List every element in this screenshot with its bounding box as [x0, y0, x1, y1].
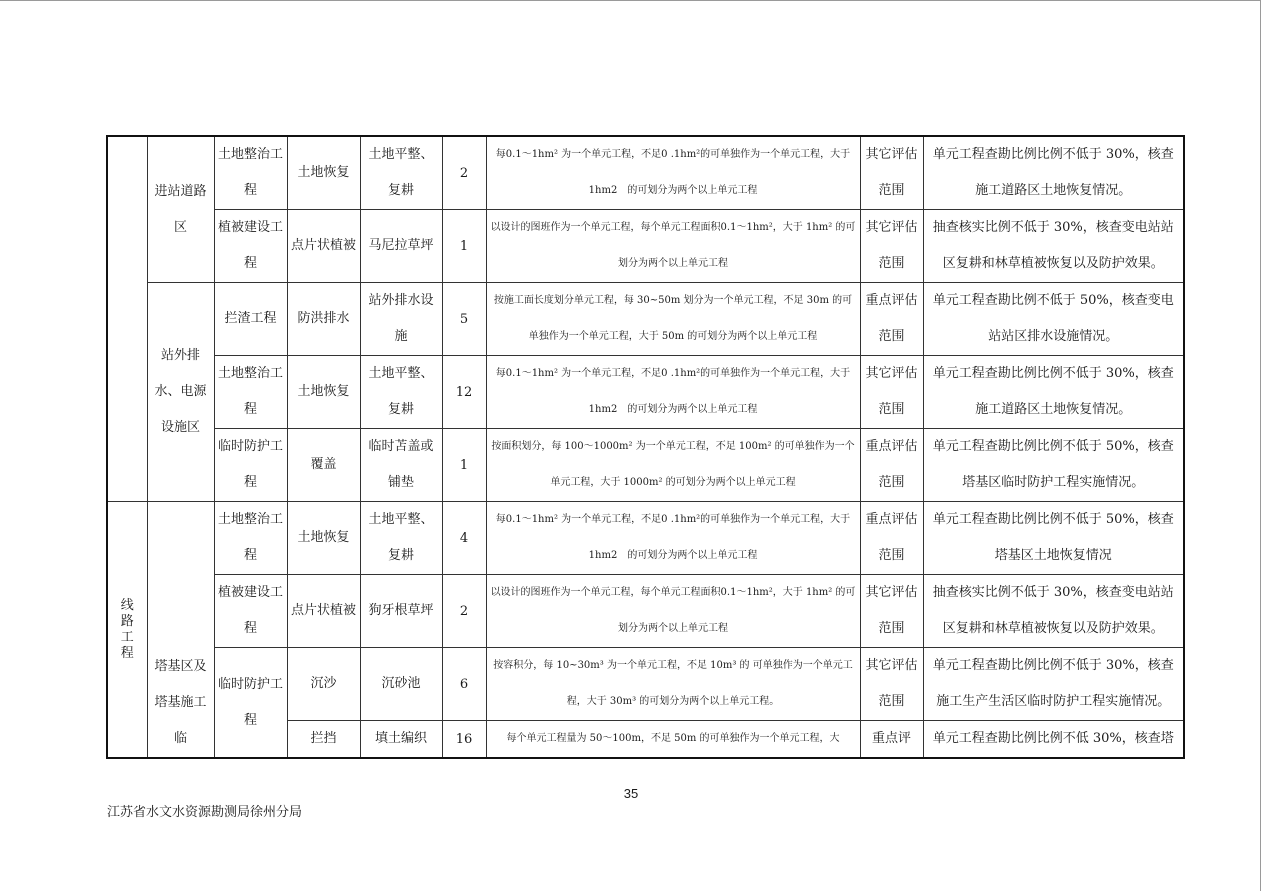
branch-project-cell: 点片状植被: [287, 575, 360, 648]
criteria-text: 每个单元工程量为 50～100m，不足 50m 的可单独作为一个单元工程，大: [506, 733, 840, 744]
criteria-cell: [486, 429, 860, 502]
scope-cell: 其它评估范围: [860, 575, 923, 648]
requirement-cell: 抽查核实比例不低于 30%，核查变电站站区复耕和林草植被恢复以及防护效果。: [923, 210, 1184, 283]
requirement-cell: 单元工程查勘比例比例不低于 50%，核查塔基区临时防护工程实施情况。: [923, 429, 1184, 502]
unit-project-division-table: [106, 135, 1185, 759]
count-cell: 2: [442, 136, 486, 210]
criteria-cell: [486, 648, 860, 721]
requirement-cell: 单元工程查勘比例比例不低于 30%，核查施工生产生活区临时防护工程实施情况。: [923, 648, 1184, 721]
branch-project-cell: 覆盖: [287, 429, 360, 502]
table-row: [107, 429, 1184, 502]
sub-item-cell: 临时苫盖或铺垫: [360, 429, 442, 502]
criteria-cell: [486, 136, 860, 210]
branch-project-cell: 点片状植被: [287, 210, 360, 283]
sub-item-cell: 狗牙根草坪: [360, 575, 442, 648]
branch-project-cell: 土地恢复: [287, 136, 360, 210]
table-row: [107, 502, 1184, 575]
sub-item-cell: 土地平整、复耕: [360, 502, 442, 575]
count-cell: 4: [442, 502, 486, 575]
scope-cell: 重点评估范围: [860, 283, 923, 356]
scope-cell: 重点评估范围: [860, 429, 923, 502]
count-cell: 5: [442, 283, 486, 356]
unit-project-cell: 植被建设工程: [214, 210, 287, 283]
sub-item-cell: 马尼拉草坪: [360, 210, 442, 283]
criteria-cell: [486, 283, 860, 356]
project-cell: [107, 502, 147, 759]
requirement-cell: 单元工程查勘比例不低于 50%，核查变电站站区排水设施情况。: [923, 283, 1184, 356]
unit-project-cell: 土地整治工程: [214, 356, 287, 429]
branch-project-cell: 拦挡: [287, 721, 360, 759]
count-cell: 1: [442, 429, 486, 502]
unit-project-cell: 土地整治工程: [214, 502, 287, 575]
criteria-text: 按容积分，每 10~30m³ 为一个单元工程，不足 10m³ 的 可单独作为一个单元工程，大于 30m³ 的可划分为两个以上单元工程。: [493, 660, 853, 707]
page-number: 35: [623, 786, 639, 801]
scope-cell: 其它评估范围: [860, 136, 923, 210]
criteria-text: 每0.1～1hm² 为一个单元工程，不足0 .1hm²的可单独作为一个单元工程，大于 1hm2 的可划分为两个以上单元工程: [495, 514, 851, 561]
scope-cell: 重点评: [860, 721, 923, 759]
count-cell: 1: [442, 210, 486, 283]
scope-cell: 重点评估范围: [860, 502, 923, 575]
requirement-cell: 单元工程查勘比例比例不低 30%，核查塔: [923, 721, 1184, 759]
criteria-text: 按面积划分，每 100～1000m² 为一个单元工程，不足 100m² 的可单独作为一个单元工程，大于 1000m² 的可划分为两个以上单元工程: [491, 441, 855, 488]
count-cell: 12: [442, 356, 486, 429]
table-row: [107, 136, 1184, 210]
count-cell: 2: [442, 575, 486, 648]
scope-cell: 其它评估范围: [860, 356, 923, 429]
criteria-cell: [486, 721, 860, 759]
criteria-text: 每0.1～1hm² 为一个单元工程，不足0 .1hm²的可单独作为一个单元工程，大于 1hm2 的可划分为两个以上单元工程: [495, 368, 851, 415]
count-cell: 16: [442, 721, 486, 759]
unit-project-cell: 拦渣工程: [214, 283, 287, 356]
unit-project-cell: 土地整治工程: [214, 136, 287, 210]
criteria-cell: [486, 356, 860, 429]
unit-project-cell: 临时防护工程: [214, 429, 287, 502]
table-row: [107, 648, 1184, 721]
criteria-text: 按施工面长度划分单元工程，每 30~50m 划分为一个单元工程，不足 30m 的可单独作为一个单元工程，大于 50m 的可划分为两个以上单元工程: [493, 295, 853, 342]
zone-cell: 站外排水、电源设施区: [147, 283, 214, 502]
zone-cell: 进站道路区: [147, 136, 214, 283]
unit-project-cell: 临时防护工程: [214, 648, 287, 759]
zone-cell: 塔基区及塔基施工临: [154, 659, 207, 746]
footer-organization: 江苏省水文水资源勘测局徐州分局: [107, 805, 303, 820]
table-row: [107, 575, 1184, 648]
requirement-cell: 单元工程查勘比例比例不低于 30%，核查施工道路区土地恢复情况。: [923, 136, 1184, 210]
criteria-text: 每0.1～1hm² 为一个单元工程，不足0 .1hm²的可单独作为一个单元工程，大于 1hm2 的可划分为两个以上单元工程: [495, 149, 851, 196]
sub-item-cell: 填土编织: [360, 721, 442, 759]
table-row: [107, 356, 1184, 429]
criteria-cell: [486, 575, 860, 648]
requirement-cell: 抽查核实比例不低于 30%，核查变电站站区复耕和林草植被恢复以及防护效果。: [923, 575, 1184, 648]
branch-project-cell: 防洪排水: [287, 283, 360, 356]
branch-project-cell: 土地恢复: [287, 356, 360, 429]
criteria-cell: [486, 210, 860, 283]
table-row: [107, 210, 1184, 283]
project-cell-empty: [107, 136, 147, 502]
count-cell: 6: [442, 648, 486, 721]
criteria-cell: [486, 502, 860, 575]
table-row: [107, 283, 1184, 356]
branch-project-cell: 土地恢复: [287, 502, 360, 575]
sub-item-cell: 沉砂池: [360, 648, 442, 721]
criteria-text: 以设计的图班作为一个单元工程，每个单元工程面积0.1～1hm²，大于 1hm² 的可划分为两个以上单元工程: [490, 587, 856, 634]
sub-item-cell: 土地平整、复耕: [360, 356, 442, 429]
unit-project-cell: 植被建设工程: [214, 575, 287, 648]
project-label: 线路工程: [120, 597, 134, 661]
sub-item-cell: 站外排水设施: [360, 283, 442, 356]
branch-project-cell: 沉沙: [287, 648, 360, 721]
sub-item-cell: 土地平整、复耕: [360, 136, 442, 210]
criteria-text: 以设计的图班作为一个单元工程，每个单元工程面积0.1～1hm²，大于 1hm² 的可划分为两个以上单元工程: [490, 222, 856, 269]
scope-cell: 其它评估范围: [860, 210, 923, 283]
requirement-cell: 单元工程查勘比例比例不低于 30%，核查施工道路区土地恢复情况。: [923, 356, 1184, 429]
requirement-cell: 单元工程查勘比例比例不低于 50%，核查塔基区土地恢复情况: [923, 502, 1184, 575]
scope-cell: 其它评估范围: [860, 648, 923, 721]
zone-cell-wrapper: [147, 502, 214, 759]
